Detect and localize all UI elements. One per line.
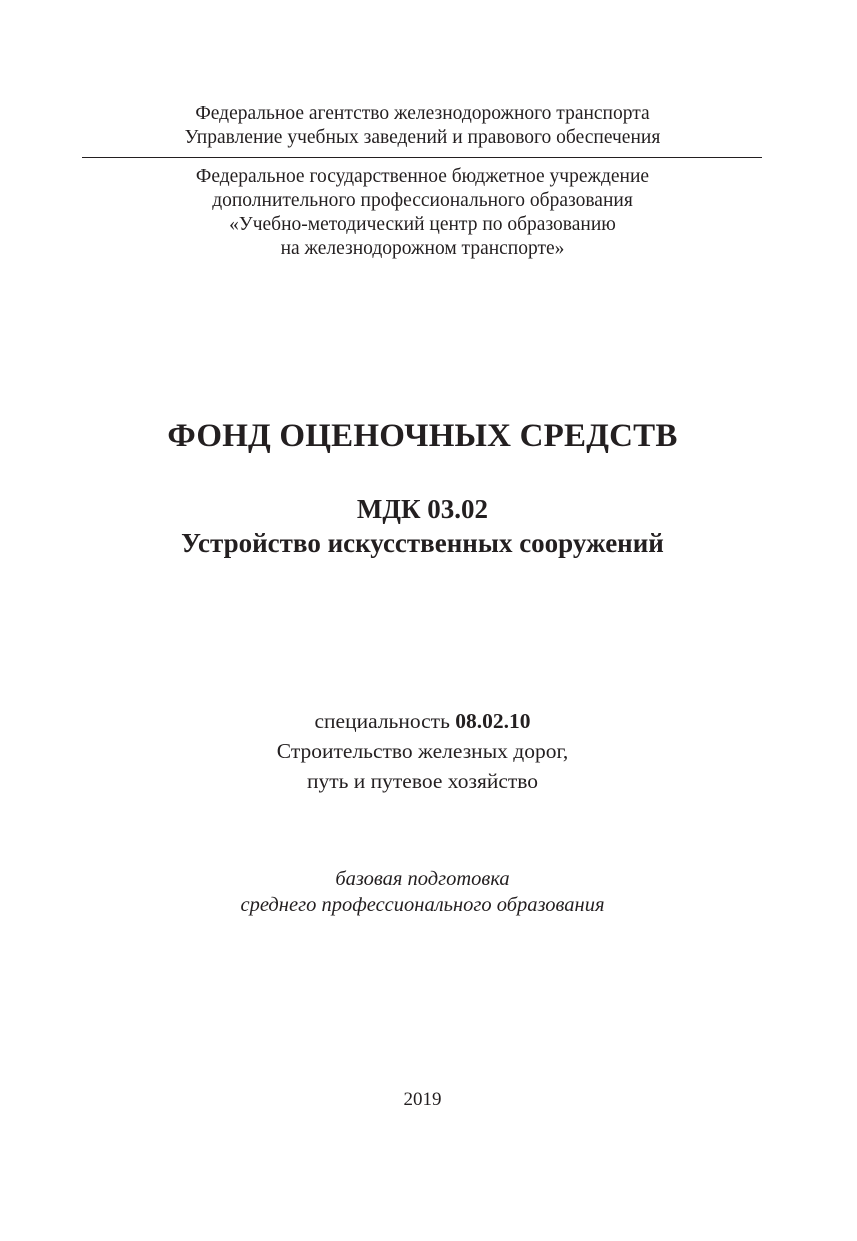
training-level-line-2: среднего профессионального образования: [240, 894, 605, 916]
institution-line-1: Федеральное государственное бюджетное учреждение: [195, 166, 650, 187]
specialty-line: [0, 707, 845, 735]
specialty-label: специальность: [314, 709, 450, 733]
department-name: Управление учебных заведений и правового обеспечения: [184, 127, 661, 148]
specialty-name-line-2: путь и путевое хозяйство: [306, 769, 539, 793]
module-name: Устройство искусственных сооружений: [181, 528, 664, 558]
publication-year: 2019: [403, 1089, 442, 1110]
institution-line-2: дополнительного профессионального образования: [212, 190, 633, 211]
module-code: МДК 03.02: [356, 494, 489, 524]
agency-name: Федеральное агентство железнодорожного транспорта: [195, 103, 650, 124]
specialty-name-line-1: Строительство железных дорог,: [276, 739, 569, 763]
institution-line-3: «Учебно-методический центр по образованию: [229, 214, 616, 235]
institution-line-4: на железнодорожном транспорте»: [280, 238, 565, 259]
header-divider: [82, 157, 762, 158]
specialty-code: 08.02.10: [455, 709, 531, 733]
training-level-line-1: базовая подготовка: [335, 868, 510, 890]
document-title: ФОНД ОЦЕНОЧНЫХ СРЕДСТВ: [167, 418, 678, 454]
